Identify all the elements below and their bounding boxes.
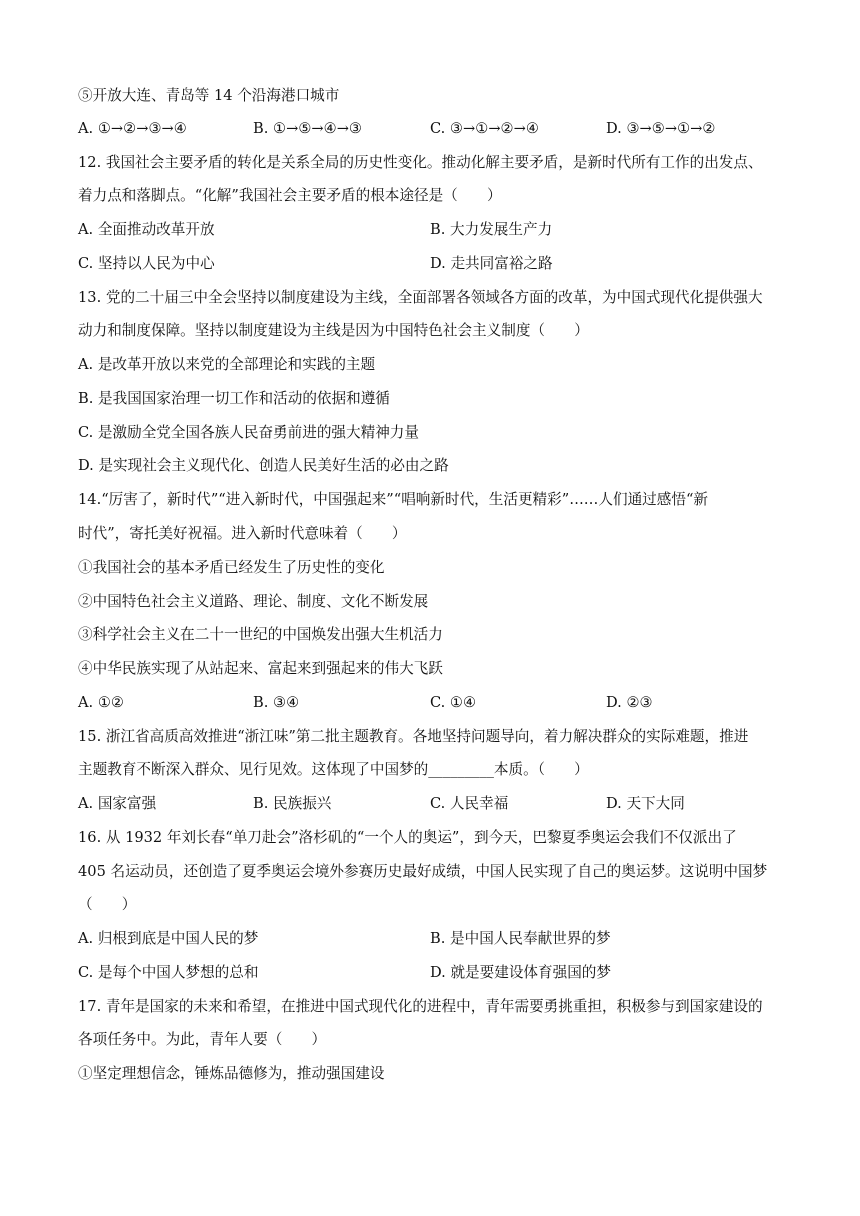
q13-stem-line-1: 13. 党的二十届三中全会坚持以制度建设为主线，全面部署各领域各方面的改革，为中国式现代化提供强大 <box>78 289 763 306</box>
q11-item-5: ⑤开放大连、青岛等 14 个沿海港口城市 <box>78 87 340 104</box>
q14-stem-line-1: 14.“厉害了，新时代”“进入新时代，中国强起来”“唱响新时代，生活更精彩”……人们通过感悟“新 <box>78 491 709 508</box>
q14-item-3: ③科学社会主义在二十一世纪的中国焕发出强大生机活力 <box>78 626 443 643</box>
q12-option-d: D. 走共同富裕之路 <box>430 255 553 272</box>
q13-stem-line-2: 动力和制度保障。坚持以制度建设为主线是因为中国特色社会主义制度（ ） <box>78 322 589 339</box>
q15-stem-line-1: 15. 浙江省高质高效推进“浙江味”第二批主题教育。各地坚持问题导向，着力解决群众的实际难题，推进 <box>78 728 749 745</box>
q17-stem-line-2: 各项任务中。为此，青年人要（ ） <box>78 1031 327 1048</box>
q16-stem-line-1: 16. 从 1932 年刘长春“单刀赴会”洛杉矶的“一个人的奥运”，到今天，巴黎夏季奥运会我们不仅派出了 <box>78 829 737 846</box>
q11-option-b: B. ①→⑤→④→③ <box>253 120 363 137</box>
q13-option-a: A. 是改革开放以来党的全部理论和实践的主题 <box>78 356 376 373</box>
q16-option-d: D. 就是要建设体育强国的梦 <box>430 964 611 981</box>
q12-option-b: B. 大力发展生产力 <box>430 221 553 238</box>
q12-option-c: C. 坚持以人民为中心 <box>78 255 215 272</box>
q16-option-b: B. 是中国人民奉献世界的梦 <box>430 930 611 947</box>
q14-option-c: C. ①④ <box>430 694 477 711</box>
q14-item-2: ②中国特色社会主义道路、理论、制度、文化不断发展 <box>78 593 429 610</box>
q11-option-d: D. ③→⑤→①→② <box>606 120 716 137</box>
q14-option-b: B. ③④ <box>253 694 300 711</box>
q15-option-c: C. 人民幸福 <box>430 795 509 812</box>
q14-option-d: D. ②③ <box>606 694 653 711</box>
q12-stem-line-1: 12. 我国社会主要矛盾的转化是关系全局的历史性变化。推动化解主要矛盾，是新时代所有工作的出发点、 <box>78 154 763 171</box>
q13-option-d: D. 是实现社会主义现代化、创造人民美好生活的必由之路 <box>78 457 449 474</box>
q15-stem-line-2: 主题教育不断深入群众、见行见效。这体现了中国梦的_________本质。（ ） <box>78 761 589 778</box>
q16-stem-line-2: 405 名运动员，还创造了夏季奥运会境外参赛历史最好成绩，中国人民实现了自己的奥运梦。这说明中国梦 <box>78 863 768 880</box>
q15-option-a: A. 国家富强 <box>78 795 157 812</box>
q14-stem-line-2: 时代”，寄托美好祝福。进入新时代意味着（ ） <box>78 525 407 542</box>
q12-stem-line-2: 着力点和落脚点。“化解”我国社会主要矛盾的根本途径是（ ） <box>78 187 502 204</box>
q17-item-1: ①坚定理想信念，锤炼品德修为，推动强国建设 <box>78 1065 385 1082</box>
q14-item-1: ①我国社会的基本矛盾已经发生了历史性的变化 <box>78 559 385 576</box>
q11-option-a: A. ①→②→③→④ <box>78 120 187 137</box>
q13-option-c: C. 是激励全党全国各族人民奋勇前进的强大精神力量 <box>78 424 419 441</box>
q15-option-d: D. 天下大同 <box>606 795 685 812</box>
q15-option-b: B. 民族振兴 <box>253 795 332 812</box>
q14-option-a: A. ①② <box>78 694 124 711</box>
q17-stem-line-1: 17. 青年是国家的未来和希望，在推进中国式现代化的进程中，青年需要勇挑重担，积极参与到国家建设的 <box>78 998 763 1015</box>
q14-item-4: ④中华民族实现了从站起来、富起来到强起来的伟大飞跃 <box>78 660 443 677</box>
q16-option-a: A. 归根到底是中国人民的梦 <box>78 930 259 947</box>
q13-option-b: B. 是我国国家治理一切工作和活动的依据和遵循 <box>78 390 390 407</box>
q12-option-a: A. 全面推动改革开放 <box>78 221 215 238</box>
q11-option-c: C. ③→①→②→④ <box>430 120 539 137</box>
q16-stem-line-3: （ ） <box>78 896 137 913</box>
q16-option-c: C. 是每个中国人梦想的总和 <box>78 964 259 981</box>
